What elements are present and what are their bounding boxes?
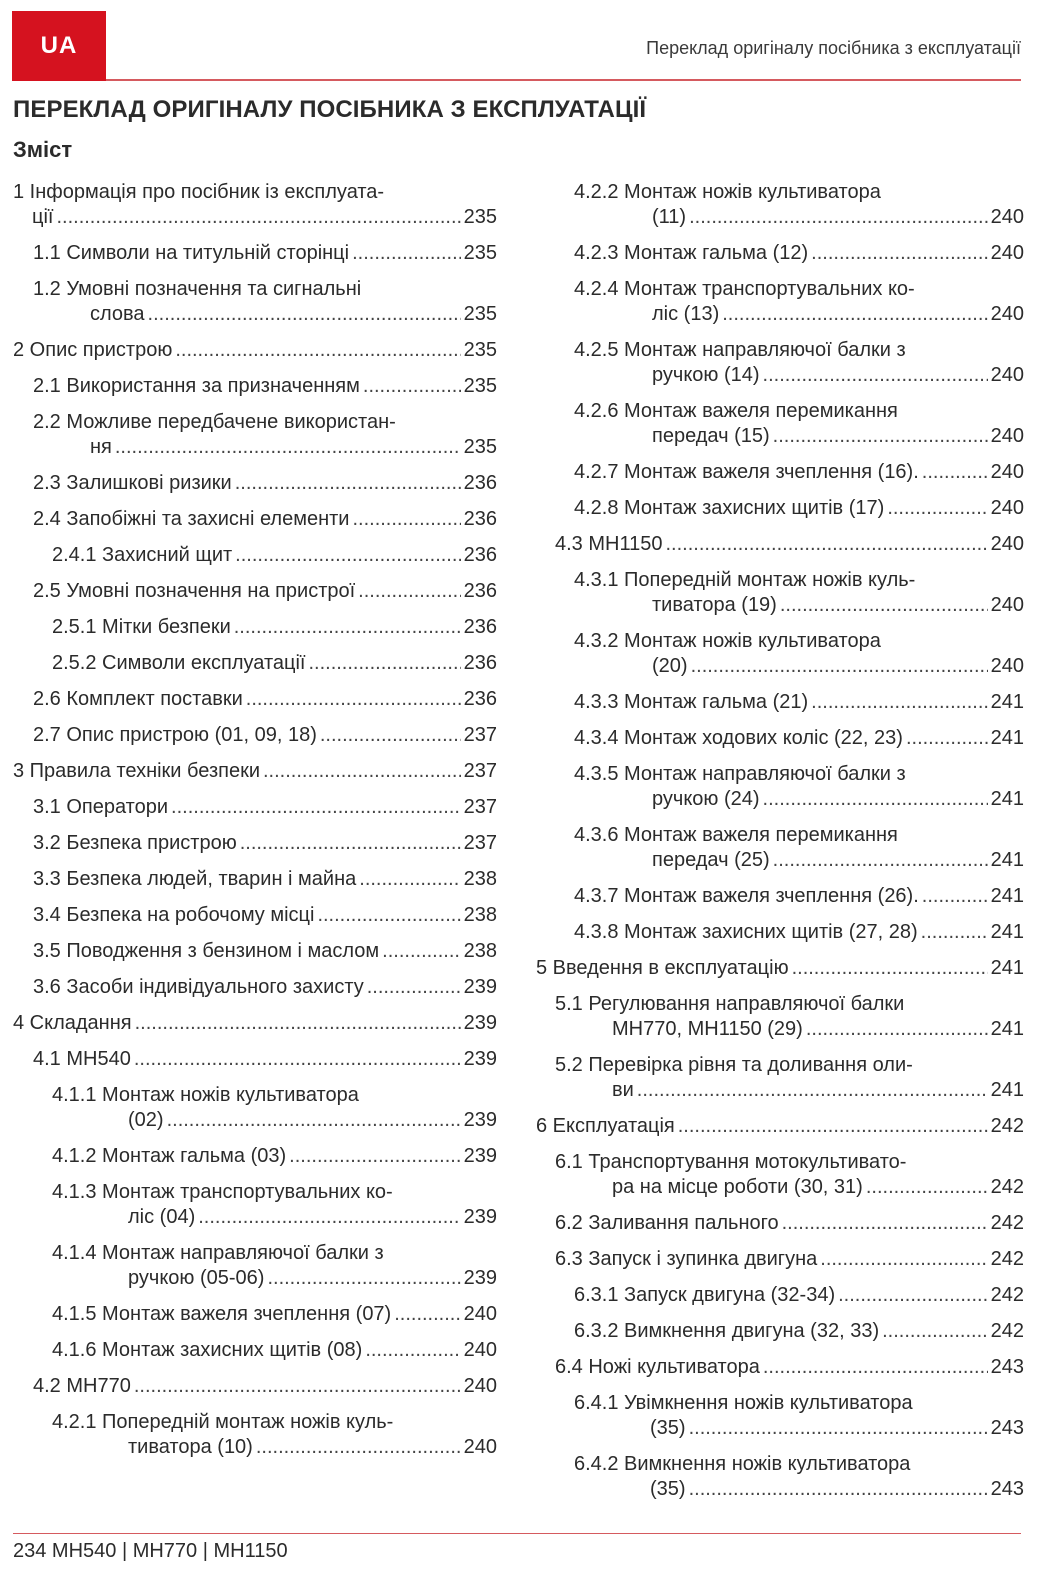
toc-entry-title: 4.2.3 Монтаж гальма (12) <box>574 242 809 264</box>
toc-page-number: 242 <box>990 1284 1024 1306</box>
toc-entry[interactable] <box>13 1083 497 1133</box>
toc-entry-title: 5 Введення в експлуатацію <box>536 957 789 979</box>
toc-page-number: 238 <box>463 904 497 926</box>
toc-entry-title: 3.5 Поводження з бензином і маслом <box>33 940 380 962</box>
toc-entry-title: 6.2 Заливання пального <box>555 1212 779 1234</box>
toc-entry[interactable] <box>13 1180 497 1230</box>
toc-entry-title: 6.4.2 Вимкнення ножів культиватора <box>574 1453 911 1475</box>
toc-leader-dots <box>722 302 987 327</box>
toc-entry-title: 6.3.2 Вимкнення двигуна (32, 33) <box>574 1320 880 1342</box>
toc-page-number: 236 <box>463 688 497 710</box>
toc-leader-dots <box>820 1247 987 1272</box>
toc-leader-dots <box>811 690 987 715</box>
toc-page-number: 235 <box>463 242 497 264</box>
toc-entry-title: 1.2 Умовні позначення та сигнальні <box>33 278 362 300</box>
toc-page-number: 240 <box>990 461 1024 483</box>
toc-page-number: 238 <box>463 868 497 890</box>
toc-leader-dots <box>773 424 988 449</box>
toc-entry-title: 2.1 Використання за призначенням <box>33 375 360 397</box>
toc-leader-dots <box>135 1011 461 1036</box>
toc-leader-dots <box>367 975 461 1000</box>
toc-entry-title-continued: ручкою (14) <box>652 364 760 386</box>
toc-entry-title-continued: (20) <box>652 655 688 677</box>
toc-page-number: 240 <box>990 425 1024 447</box>
toc-page-number: 239 <box>463 1012 497 1034</box>
toc-page-number: 241 <box>990 788 1024 810</box>
toc-entry-title: 4.1.2 Монтаж гальма (03) <box>52 1145 287 1167</box>
toc-leader-dots <box>921 920 988 945</box>
toc-leader-dots <box>198 1205 460 1230</box>
toc-entry[interactable] <box>13 903 497 928</box>
toc-leader-dots <box>246 687 461 712</box>
toc-leader-dots <box>171 795 461 820</box>
toc-leader-dots <box>689 205 988 230</box>
toc-page-number: 235 <box>463 339 497 361</box>
toc-entry-title: 6.3.1 Запуск двигуна (32-34) <box>574 1284 836 1306</box>
toc-entry[interactable] <box>13 579 497 604</box>
toc-entry-title-continued: ра на місце роботи (30, 31) <box>612 1176 863 1198</box>
toc-page-number: 240 <box>990 364 1024 386</box>
toc-entry-title: 4.2.4 Монтаж транспортувальних ко- <box>574 278 915 300</box>
toc-entry[interactable] <box>536 532 1024 557</box>
toc-leader-dots <box>358 579 460 604</box>
toc-entry[interactable] <box>13 1302 497 1327</box>
toc-leader-dots <box>167 1108 461 1133</box>
language-badge: UA <box>12 11 106 81</box>
toc-page-number: 240 <box>990 242 1024 264</box>
toc-entry-title: 4.1.4 Монтаж направляючої балки з <box>52 1242 384 1264</box>
toc-entry[interactable] <box>13 1338 497 1363</box>
toc-leader-dots <box>382 939 460 964</box>
toc-column-left <box>13 180 497 1471</box>
toc-page-number: 239 <box>463 1206 497 1228</box>
toc-leader-dots <box>763 363 988 388</box>
toc-entry-title-continued: ції <box>32 206 54 228</box>
toc-page-number: 240 <box>990 594 1024 616</box>
toc-page-number: 241 <box>990 1018 1024 1040</box>
toc-page-number: 243 <box>990 1356 1024 1378</box>
toc-page-number: 239 <box>463 1109 497 1131</box>
toc-entry[interactable] <box>13 1144 497 1169</box>
toc-entry-title-continued: передач (15) <box>652 425 770 447</box>
toc-page-number: 241 <box>990 1079 1024 1101</box>
toc-page-number: 242 <box>990 1115 1024 1137</box>
toc-page-number: 242 <box>990 1248 1024 1270</box>
toc-page-number: 242 <box>990 1176 1024 1198</box>
toc-entry-title: 6 Експлуатація <box>536 1115 675 1137</box>
toc-entry-title: 1.1 Символи на титульній сторінці <box>33 242 350 264</box>
toc-entry-title-continued: (11) <box>652 206 687 228</box>
toc-page-number: 237 <box>463 832 497 854</box>
toc-entry[interactable] <box>536 1391 1024 1441</box>
toc-entry[interactable] <box>13 975 497 1000</box>
toc-entry[interactable] <box>536 1247 1024 1272</box>
toc-leader-dots <box>234 615 461 640</box>
toc-entry[interactable] <box>13 374 497 399</box>
toc-entry-title: 4.3.1 Попередній монтаж ножів куль- <box>574 569 916 591</box>
toc-entry[interactable] <box>13 687 497 712</box>
toc-entry-title: 3.3 Безпека людей, тварин і майна <box>33 868 357 890</box>
toc-leader-dots <box>148 302 461 327</box>
toc-entry[interactable] <box>536 1150 1024 1200</box>
toc-entry[interactable] <box>13 831 497 856</box>
toc-leader-dots <box>235 543 460 568</box>
toc-page-number: 241 <box>990 849 1024 871</box>
toc-leader-dots <box>289 1144 460 1169</box>
toc-page-number: 241 <box>990 885 1024 907</box>
toc-leader-dots <box>175 338 460 363</box>
toc-entry[interactable] <box>536 496 1024 521</box>
toc-entry[interactable] <box>536 338 1024 388</box>
toc-entry-title: 3.1 Оператори <box>33 796 169 818</box>
toc-entry-title: 3.2 Безпека пристрою <box>33 832 237 854</box>
toc-page-number: 236 <box>463 508 497 530</box>
toc-page-number: 235 <box>463 303 497 325</box>
toc-entry-title: 1 Інформація про посібник із експлуата- <box>13 181 385 203</box>
toc-entry[interactable] <box>13 180 497 230</box>
header-divider <box>106 79 1021 81</box>
toc-entry-title: 6.3 Запуск і зупинка двигуна <box>555 1248 818 1270</box>
toc-entry-title: 4.3 MH1150 <box>555 533 663 555</box>
toc-page-number: 242 <box>990 1320 1024 1342</box>
toc-entry-title: 3.6 Засоби індивідуального захисту <box>33 976 364 998</box>
toc-entry-title: 2.6 Комплект поставки <box>33 688 243 710</box>
footer-page-info: 234 MH540 | MH770 | MH1150 <box>13 1540 288 1562</box>
toc-page-number: 236 <box>463 544 497 566</box>
toc-entry[interactable] <box>536 956 1024 981</box>
running-header-title: Переклад оригіналу посібника з експлуатації <box>646 38 1021 58</box>
toc-entry-title: 5.2 Перевірка рівня та доливання оли- <box>555 1054 913 1076</box>
toc-entry[interactable] <box>536 1452 1024 1502</box>
toc-entry[interactable] <box>536 241 1024 266</box>
toc-entry-title: 4.3.7 Монтаж важеля зчеплення (26). <box>574 885 919 907</box>
toc-entry[interactable] <box>536 726 1024 751</box>
toc-entry-title: 4.2.6 Монтаж важеля перемикання <box>574 400 898 422</box>
toc-entry[interactable] <box>536 629 1024 679</box>
toc-page-number: 240 <box>463 1303 497 1325</box>
toc-entry-title: 4.2.5 Монтаж направляючої балки з <box>574 339 906 361</box>
toc-entry[interactable] <box>13 277 497 327</box>
toc-entry-title-continued: тиватора (10) <box>128 1436 253 1458</box>
toc-entry-title: 4.1.5 Монтаж важеля зчеплення (07) <box>52 1303 392 1325</box>
toc-entry-title-continued: ручкою (24) <box>652 788 760 810</box>
toc-entry-title: 6.1 Транспортування мотокультивато- <box>555 1151 907 1173</box>
toc-page-number: 237 <box>463 760 497 782</box>
toc-entry[interactable] <box>13 651 497 676</box>
toc-page-number: 237 <box>463 724 497 746</box>
toc-entry[interactable] <box>536 1053 1024 1103</box>
toc-leader-dots <box>678 1114 988 1139</box>
toc-entry[interactable] <box>536 180 1024 230</box>
toc-entry[interactable] <box>13 615 497 640</box>
toc-entry-title-continued: ручкою (05-06) <box>128 1267 265 1289</box>
toc-page-number: 237 <box>463 796 497 818</box>
toc-page-number: 242 <box>990 1212 1024 1234</box>
toc-entry-title: 2.4 Запобіжні та захисні елементи <box>33 508 350 530</box>
toc-leader-dots <box>906 726 988 751</box>
toc-entry[interactable] <box>536 1114 1024 1139</box>
toc-entry[interactable] <box>13 338 497 363</box>
toc-leader-dots <box>782 1211 988 1236</box>
toc-page-number: 236 <box>463 616 497 638</box>
toc-leader-dots <box>882 1319 988 1344</box>
toc-leader-dots <box>263 759 461 784</box>
toc-leader-dots <box>689 1416 988 1441</box>
toc-column-right <box>536 180 1024 1513</box>
toc-heading: Зміст <box>13 137 73 162</box>
toc-leader-dots <box>317 903 460 928</box>
toc-leader-dots <box>363 374 461 399</box>
toc-leader-dots <box>359 867 460 892</box>
toc-leader-dots <box>56 205 460 230</box>
toc-entry[interactable] <box>536 884 1024 909</box>
toc-entry-title: 4.2 MH770 <box>33 1375 131 1397</box>
toc-entry[interactable] <box>13 471 497 496</box>
toc-entry-title: 4 Складання <box>13 1012 132 1034</box>
toc-leader-dots <box>134 1374 461 1399</box>
toc-entry-title: 4.3.2 Монтаж ножів культиватора <box>574 630 881 652</box>
toc-entry[interactable] <box>13 723 497 748</box>
toc-entry[interactable] <box>536 823 1024 873</box>
toc-page-number: 235 <box>463 375 497 397</box>
toc-page-number: 236 <box>463 472 497 494</box>
toc-page-number: 241 <box>990 921 1024 943</box>
toc-entry-title: 4.3.6 Монтаж важеля перемикання <box>574 824 898 846</box>
toc-entry[interactable] <box>536 277 1024 327</box>
toc-entry-title: 2.7 Опис пристрою (01, 09, 18) <box>33 724 317 746</box>
toc-page-number: 241 <box>990 691 1024 713</box>
toc-leader-dots <box>792 956 988 981</box>
footer-divider <box>13 1533 1021 1534</box>
toc-leader-dots <box>352 507 460 532</box>
toc-entry-title: 2.5.2 Символи експлуатації <box>52 652 306 674</box>
toc-leader-dots <box>352 241 461 266</box>
toc-leader-dots <box>665 532 987 557</box>
toc-entry[interactable] <box>13 1410 497 1460</box>
toc-page-number: 240 <box>990 655 1024 677</box>
toc-entry[interactable] <box>13 1047 497 1072</box>
toc-entry[interactable] <box>536 460 1024 485</box>
toc-entry[interactable] <box>536 690 1024 715</box>
toc-page-number: 238 <box>463 940 497 962</box>
toc-entry-title: 4.2.8 Монтаж захисних щитів (17) <box>574 497 885 519</box>
toc-entry[interactable] <box>536 1211 1024 1236</box>
toc-entry-title-continued: тиватора (19) <box>652 594 777 616</box>
toc-entry-title: 2.5.1 Мітки безпеки <box>52 616 231 638</box>
toc-page-number: 236 <box>463 580 497 602</box>
toc-entry-title: 4.3.8 Монтаж захисних щитів (27, 28) <box>574 921 918 943</box>
toc-entry-title: 5.1 Регулювання направляючої балки <box>555 993 905 1015</box>
toc-entry[interactable] <box>536 568 1024 618</box>
toc-entry-title: 6.4 Ножі культиватора <box>555 1356 760 1378</box>
toc-entry-title-continued: слова <box>90 303 145 325</box>
toc-leader-dots <box>773 848 988 873</box>
toc-entry[interactable] <box>13 410 497 460</box>
toc-page-number: 243 <box>990 1478 1024 1500</box>
toc-entry-title-continued: (35) <box>650 1478 686 1500</box>
toc-page-number: 240 <box>990 497 1024 519</box>
toc-leader-dots <box>806 1017 988 1042</box>
toc-entry[interactable] <box>13 795 497 820</box>
toc-page-number: 243 <box>990 1417 1024 1439</box>
toc-page-number: 240 <box>990 206 1024 228</box>
toc-leader-dots <box>365 1338 460 1363</box>
toc-entry[interactable] <box>13 241 497 266</box>
toc-leader-dots <box>235 471 461 496</box>
toc-page-number: 239 <box>463 1267 497 1289</box>
toc-leader-dots <box>780 593 988 618</box>
toc-leader-dots <box>922 460 988 485</box>
toc-leader-dots <box>811 241 987 266</box>
toc-entry-title-continued: ня <box>90 436 112 458</box>
toc-leader-dots <box>115 435 461 460</box>
toc-entry-title: 6.4.1 Увімкнення ножів культиватора <box>574 1392 913 1414</box>
toc-entry[interactable] <box>13 1011 497 1036</box>
toc-entry-title-continued: (02) <box>128 1109 164 1131</box>
toc-leader-dots <box>763 1355 988 1380</box>
toc-leader-dots <box>922 884 988 909</box>
toc-entry-title: 2.4.1 Захисний щит <box>52 544 233 566</box>
toc-entry[interactable] <box>536 992 1024 1042</box>
toc-entry-title: 4.1.6 Монтаж захисних щитів (08) <box>52 1339 363 1361</box>
toc-entry-title: 4.1.1 Монтаж ножів культиватора <box>52 1084 359 1106</box>
toc-entry[interactable] <box>536 1319 1024 1344</box>
toc-page-number: 236 <box>463 652 497 674</box>
toc-entry-title-continued: передач (25) <box>652 849 770 871</box>
toc-entry[interactable] <box>13 1374 497 1399</box>
toc-entry[interactable] <box>13 867 497 892</box>
toc-leader-dots <box>267 1266 460 1291</box>
toc-entry-title: 3 Правила техніки безпеки <box>13 760 260 782</box>
toc-entry-title-continued: (35) <box>650 1417 686 1439</box>
toc-entry-title: 4.1.3 Монтаж транспортувальних ко- <box>52 1181 393 1203</box>
toc-page-number: 240 <box>463 1436 497 1458</box>
toc-entry-title: 4.1 MH540 <box>33 1048 131 1070</box>
toc-leader-dots <box>763 787 988 812</box>
toc-leader-dots <box>866 1175 988 1200</box>
toc-entry[interactable] <box>13 939 497 964</box>
toc-entry-title: 3.4 Безпека на робочому місці <box>33 904 315 926</box>
toc-entry-title: 4.3.3 Монтаж гальма (21) <box>574 691 809 713</box>
toc-entry[interactable] <box>536 1355 1024 1380</box>
toc-entry-title: 4.3.4 Монтаж ходових коліс (22, 23) <box>574 727 903 749</box>
toc-page-number: 235 <box>463 206 497 228</box>
toc-entry-title: 2.3 Залишкові ризики <box>33 472 232 494</box>
toc-leader-dots <box>887 496 987 521</box>
toc-entry[interactable] <box>13 507 497 532</box>
toc-page-number: 240 <box>990 533 1024 555</box>
toc-page-number: 239 <box>463 1145 497 1167</box>
toc-entry-title: 4.2.1 Попередній монтаж ножів куль- <box>52 1411 394 1433</box>
toc-entry[interactable] <box>536 399 1024 449</box>
toc-page-number: 239 <box>463 976 497 998</box>
toc-entry-title-continued: ліс (04) <box>128 1206 196 1228</box>
toc-page-number: 240 <box>463 1375 497 1397</box>
toc-page-number: 235 <box>463 436 497 458</box>
toc-leader-dots <box>394 1302 460 1327</box>
toc-page-number: 241 <box>990 957 1024 979</box>
toc-entry-title-continued: MH770, MH1150 (29) <box>612 1018 803 1040</box>
toc-leader-dots <box>240 831 461 856</box>
toc-leader-dots <box>308 651 460 676</box>
toc-page-number: 239 <box>463 1048 497 1070</box>
toc-leader-dots <box>838 1283 988 1308</box>
toc-leader-dots <box>691 654 988 679</box>
toc-entry[interactable] <box>536 920 1024 945</box>
toc-entry[interactable] <box>536 1283 1024 1308</box>
toc-entry-title: 4.2.7 Монтаж важеля зчеплення (16). <box>574 461 919 483</box>
toc-entry-title: 2 Опис пристрою <box>13 339 173 361</box>
toc-leader-dots <box>689 1477 988 1502</box>
toc-leader-dots <box>320 723 461 748</box>
toc-page-number: 241 <box>990 727 1024 749</box>
toc-entry-title-continued: ви <box>612 1079 634 1101</box>
toc-entry[interactable] <box>13 543 497 568</box>
toc-leader-dots <box>134 1047 461 1072</box>
toc-entry-title: 4.2.2 Монтаж ножів культиватора <box>574 181 881 203</box>
document-title: ПЕРЕКЛАД ОРИГІНАЛУ ПОСІБНИКА З ЕКСПЛУАТАЦІЇ <box>13 96 647 123</box>
toc-entry[interactable] <box>536 762 1024 812</box>
toc-page-number: 240 <box>990 303 1024 325</box>
toc-entry-title: 4.3.5 Монтаж направляючої балки з <box>574 763 906 785</box>
toc-entry-title: 2.2 Можливе передбачене використан- <box>33 411 396 433</box>
toc-leader-dots <box>256 1435 461 1460</box>
toc-page-number: 240 <box>463 1339 497 1361</box>
toc-entry-title-continued: ліс (13) <box>652 303 720 325</box>
toc-entry-title: 2.5 Умовні позначення на пристрої <box>33 580 356 602</box>
toc-leader-dots <box>637 1078 988 1103</box>
toc-entry[interactable] <box>13 1241 497 1291</box>
toc-entry[interactable] <box>13 759 497 784</box>
